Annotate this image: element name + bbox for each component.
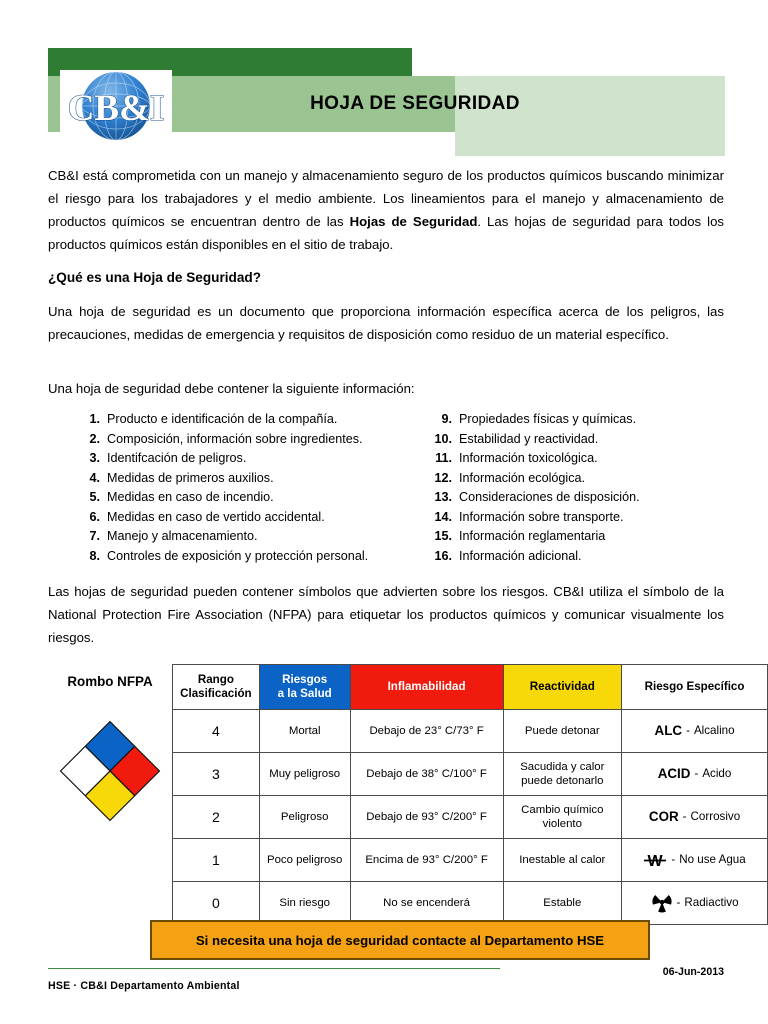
cell-inflamabilidad: Encima de 93° C/200° F [350, 839, 503, 882]
no-water-w-icon [643, 852, 667, 869]
contact-callout-text: Si necesita una hoja de seguridad contacte al Departamento HSE [195, 932, 605, 948]
list-item-label: Identifcación de peligros. [107, 451, 247, 465]
list-item-number: 14. [434, 509, 452, 524]
list-column-right [428, 412, 728, 568]
cell-riesgo-especifico [622, 839, 768, 882]
list-item [428, 451, 728, 471]
col-header-riesgo-especifico: Riesgo Específico [622, 665, 768, 710]
list-item [428, 412, 728, 432]
list-item-number: 16. [434, 548, 452, 563]
list-item-number: 6. [89, 509, 100, 524]
footer-department-label: HSE · CB&I Departamento Ambiental [48, 980, 240, 992]
list-item-number: 8. [89, 548, 100, 563]
intro-paragraph [48, 164, 724, 256]
list-item [76, 432, 416, 452]
cell-rango: 2 [173, 796, 260, 839]
risk-code: COR [648, 809, 679, 824]
risk-separator: - [694, 767, 699, 780]
list-item [76, 412, 416, 432]
list-column-left [76, 412, 416, 568]
nfpa-intro-paragraph: Las hojas de seguridad pueden contener símbolos que advierten sobre los riesgos. CB&I utiliza el símbolo de la National Protection Fire Association (NFPA) para etiquetar los productos químicos y comunicar visualmente los riesgos. [48, 584, 724, 645]
cbi-logo [60, 70, 172, 142]
section-heading-que-es: ¿Qué es una Hoja de Seguridad? [48, 270, 262, 285]
col-header-salud-line2: a la Salud [277, 687, 332, 700]
svg-text:W: W [647, 852, 663, 869]
risk-code: ALC [654, 723, 683, 738]
cell-inflamabilidad: Debajo de 38° C/100° F [350, 753, 503, 796]
intro-text-b: . Las hojas de seguridad para todos los productos químicos están disponibles en el sitio de trabajo. [48, 214, 724, 252]
msds-contents-list [48, 412, 724, 568]
risk-code: ACID [657, 766, 691, 781]
list-item-label: Medidas de primeros auxilios. [107, 470, 274, 485]
list-item-label: Información toxicológica. [459, 451, 598, 465]
list-item-label: Medidas en caso de vertido accidental. [107, 509, 325, 524]
nfpa-diamond-label: Rombo NFPA [67, 674, 153, 689]
list-item-label: Información reglamentaria [459, 529, 606, 543]
col-header-rango-line2: Clasificación [180, 687, 252, 700]
list-item [428, 471, 728, 491]
list-item-label: Medidas en caso de incendio. [107, 490, 274, 504]
cell-salud: Mortal [259, 710, 350, 753]
list-item-label: Información sobre transporte. [459, 509, 624, 524]
table-header-row [173, 665, 768, 710]
table-row [173, 796, 768, 839]
list-item-number: 7. [89, 529, 100, 543]
list-item-label: Controles de exposición y protección personal. [107, 548, 369, 563]
list-item [76, 510, 416, 530]
col-header-inflamabilidad: Inflamabilidad [350, 665, 503, 710]
col-header-salud-line1: Riesgos [282, 673, 328, 686]
list-item [428, 490, 728, 510]
cell-rango: 3 [173, 753, 260, 796]
risk-separator: - [682, 810, 687, 823]
page-title: HOJA DE SEGURIDAD [310, 93, 520, 114]
list-item-number: 11. [435, 451, 452, 465]
definition-paragraph: Una hoja de seguridad es un documento que proporciona información específica acerca de los peligros, las precauciones, medidas de emergencia y requisitos de disposición como residuo de un material específico. [48, 304, 724, 342]
cell-riesgo-especifico [622, 710, 768, 753]
list-item [76, 549, 416, 569]
list-item-label: Producto e identificación de la compañía. [107, 412, 338, 426]
list-item-number: 9. [441, 412, 452, 426]
list-item-label: Composición, información sobre ingredientes. [107, 431, 363, 446]
list-item [428, 510, 728, 530]
svg-text:CB&I: CB&I [67, 88, 165, 129]
risk-label: No use Agua [679, 853, 746, 866]
cell-salud: Peligroso [259, 796, 350, 839]
list-item-label: Propiedades físicas y químicas. [459, 412, 637, 426]
risk-label: Radiactivo [684, 896, 739, 909]
list-item-number: 13. [434, 490, 452, 504]
table-row [173, 710, 768, 753]
cell-rango: 1 [173, 839, 260, 882]
col-header-reactividad: Reactividad [503, 665, 622, 710]
contact-callout-box [150, 920, 650, 960]
cell-inflamabilidad: Debajo de 93° C/200° F [350, 796, 503, 839]
intro-text-bold: Hojas de Seguridad [349, 214, 478, 229]
list-item-label: Estabilidad y reactividad. [459, 431, 599, 446]
list-item-label: Información adicional. [459, 548, 582, 563]
cell-rango: 4 [173, 710, 260, 753]
col-header-rango [173, 665, 260, 710]
list-item [76, 490, 416, 510]
list-item [76, 471, 416, 491]
nfpa-rating-table [172, 664, 768, 925]
intro-text-a: CB&I está comprometida con un manejo y almacenamiento seguro de los productos químicos buscando minimizar el riesgo para los trabajadores y el medio ambiente. Los lineamientos para el manejo y almacenamiento de productos químicos se encuentran dentro de las [48, 168, 724, 229]
nfpa-diamond-block [48, 666, 172, 856]
risk-separator: - [676, 896, 681, 909]
list-item-number: 10. [434, 431, 452, 446]
cell-reactividad: Estable [503, 882, 622, 925]
cell-reactividad: Cambio químico violento [503, 796, 622, 839]
list-item-number: 1. [89, 412, 100, 426]
cell-riesgo-especifico [622, 753, 768, 796]
page-header [0, 0, 768, 160]
list-item-label: Consideraciones de disposición. [459, 490, 640, 504]
risk-separator: - [671, 853, 676, 866]
table-row [173, 882, 768, 925]
list-item [428, 529, 728, 549]
table-row [173, 839, 768, 882]
cell-reactividad: Puede detonar [503, 710, 622, 753]
list-item-number: 4. [89, 470, 100, 485]
list-item [76, 451, 416, 471]
list-item-number: 15. [434, 529, 452, 543]
cell-inflamabilidad: Debajo de 23° C/73° F [350, 710, 503, 753]
cell-reactividad: Inestable al calor [503, 839, 622, 882]
footer-divider [48, 968, 500, 969]
nfpa-diamond-icon [57, 718, 163, 824]
risk-label: Corrosivo [690, 810, 741, 823]
list-item-number: 5. [89, 490, 100, 504]
cell-rango: 0 [173, 882, 260, 925]
list-item [428, 432, 728, 452]
risk-label: Alcalino [693, 724, 735, 737]
table-row [173, 753, 768, 796]
list-item-number: 12. [434, 470, 452, 485]
cell-riesgo-especifico [622, 796, 768, 839]
risk-separator: - [686, 724, 690, 737]
list-intro-paragraph: Una hoja de seguridad debe contener la siguiente información: [48, 381, 415, 396]
cell-inflamabilidad: No se encenderá [350, 882, 503, 925]
cell-salud: Muy peligroso [259, 753, 350, 796]
globe-icon [60, 70, 172, 142]
col-header-rango-line1: Rango [197, 673, 234, 686]
list-item-number: 3. [89, 451, 100, 465]
list-item-label: Información ecológica. [459, 470, 586, 485]
list-item-label: Manejo y almacenamiento. [107, 529, 258, 543]
cell-riesgo-especifico [622, 882, 768, 925]
risk-label: Acido [702, 767, 732, 780]
list-item-number: 2. [89, 431, 100, 446]
cell-reactividad: Sacudida y calor puede detonarlo [503, 753, 622, 796]
cell-salud: Sin riesgo [259, 882, 350, 925]
list-item [76, 529, 416, 549]
list-item [428, 549, 728, 569]
col-header-riesgos-salud [259, 665, 350, 710]
radioactive-trefoil-icon [651, 893, 673, 913]
cell-salud: Poco peligroso [259, 839, 350, 882]
footer-date: 06-Jun-2013 [662, 966, 724, 978]
